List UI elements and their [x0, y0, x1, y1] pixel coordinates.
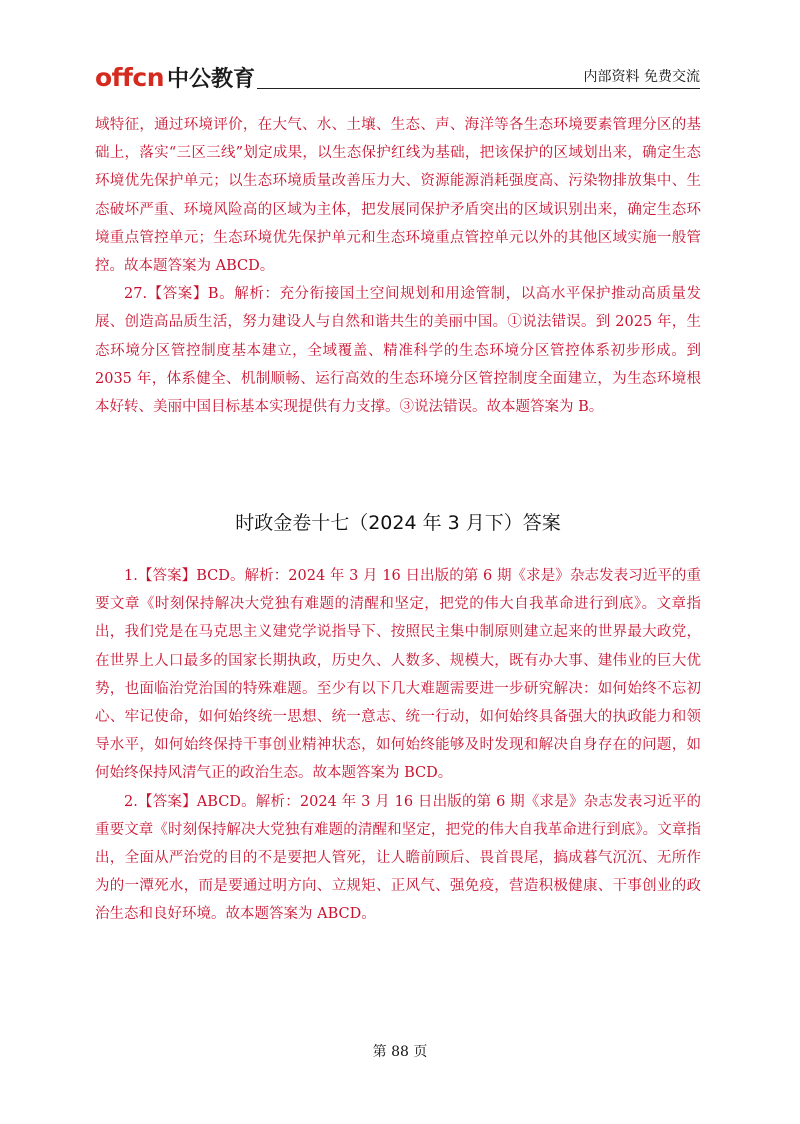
continued-paragraph: 域特征，通过环境评价，在大气、水、土壤、生态、声、海洋等各生态环境要素管理分区的基础上，落实“三区三线”划定成果，以生态保护红线为基础，把该保护的区域划出来，确定生态环境优先保护单元；以生态环境质量改善压力大、资源能源消耗强度高、污染物排放集中、生态破坏严重、环境风险高的区域为主体，把发展同保护矛盾突出的区域识别出来，确定生态环境重点管控单元；生态环境优先保护单元和生态环境重点管控单元以外的其他区域实施一般管控。故本题答案为 ABCD。 [95, 117, 701, 275]
answer-1: 1.【答案】BCD。解析：2024 年 3 月 16 日出版的第 6 期《求是》杂志发表习近平的重要文章《时刻保持解决大党独有难题的清醒和坚定，把党的伟大自我革命进行到底》。文章指出，我们党是在马克思主义建党学说指导下、按照民主集中制原则建立起来的世界最大政党，在世界上人口最多的国家长期执政，历史久、人数多、规模大，既有办大事、建伟业的巨大优势，也面临治党治国的特殊难题。至少有以下几大难题需要进一步研究解决：如何始终不忘初心、牢记使命，如何始终统一思想、统一意志、统一行动，如何始终具备强大的执政能力和领导水平，如何始终保持干事创业精神状态，如何始终能够及时发现和解决自身存在的问题，如何始终保持风清气正的政治生态。故本题答案为 BCD。 [95, 568, 701, 782]
top-section [95, 111, 701, 421]
header-tagline: 内部资料 免费交流 [583, 69, 700, 85]
logo-chinese: 中公教育 [167, 67, 256, 92]
offcn-logo [95, 62, 255, 93]
page-header [95, 56, 700, 92]
answers-section [95, 562, 701, 929]
logo-english: offcn [95, 63, 165, 92]
answer-27: 27.【答案】B。解析：充分衔接国土空间规划和用途管制，以高水平保护推动高质量发展、创造高品质生活，努力建设人与自然和谐共生的美丽中国。①说法错误。到 2025 年，生态环境分区管控制度基本建立，全域覆盖、精准科学的生态环境分区管控体系初步形成。到 2035 年，体系健全、机制顺畅、运行高效的生态环境分区管控制度全面建立，为生态环境根本好转、美丽中国目标基本实现提供有力支撑。③说法错误。故本题答案为 B。 [95, 286, 701, 416]
page-number: 第 88 页 [372, 1044, 428, 1060]
header-divider [257, 88, 700, 89]
section-title: 时政金卷十七（2024 年 3 月下）答案 [235, 512, 561, 534]
answer-2: 2.【答案】ABCD。解析：2024 年 3 月 16 日出版的第 6 期《求是》杂志发表习近平的重要文章《时刻保持解决大党独有难题的清醒和坚定，把党的伟大自我革命进行到底》。文章指出，全面从严治党的目的不是要把人管死，让人瞻前顾后、畏首畏尾，搞成暮气沉沉、无所作为的一潭死水，而是要通过明方向、立规矩、正风气、强免疫，营造积极健康、干事创业的政治生态和良好环境。故本题答案为 ABCD。 [95, 793, 701, 923]
